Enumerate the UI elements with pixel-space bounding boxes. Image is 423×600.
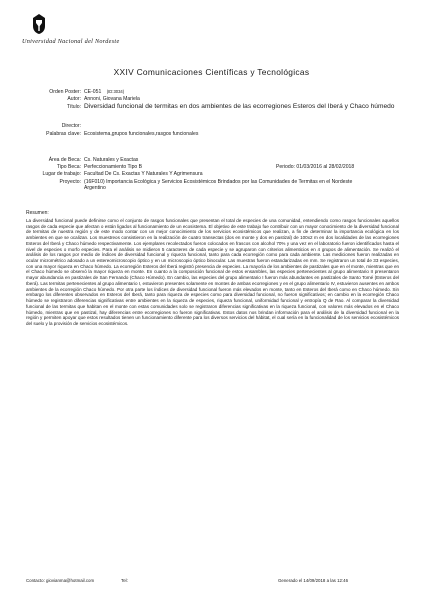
row-orden	[0, 89, 423, 96]
university-header	[22, 14, 142, 60]
proyecto-value: (16F010) Importancia Ecológica y Servicios Ecosistémicos Brindados por las Comunidades de Termitas en el Nordeste Argentino	[84, 178, 353, 192]
tipo-value: Perfeccionamiento Tipo B	[84, 164, 143, 171]
titulo-value: Diversidad funcional de termitas en dos ambientes de las ecorregiones Esteros del Iberá y Chaco húmedo	[84, 103, 395, 111]
area-label: Área de Beca:	[48, 157, 81, 163]
metadata-block	[0, 89, 423, 138]
row-titulo	[0, 103, 423, 123]
lugar-value: Facultad De Cs. Exactas Y Naturales Y Agrimensura	[84, 171, 203, 178]
area-value: Cs. Naturales y Exactas	[84, 157, 139, 163]
event-title: XXIV Comunicaciones Científicas y Tecnológicas	[113, 67, 310, 77]
orden-label: Orden Poster:	[49, 89, 81, 95]
tel: Tel:	[121, 578, 128, 583]
row-autor	[0, 96, 423, 103]
beca-block	[0, 157, 423, 193]
contacto: Contacto: giovianma@hotmail.com	[26, 578, 95, 583]
row-tipo	[0, 164, 423, 171]
director-label: Director:	[61, 123, 81, 130]
periodo	[276, 164, 354, 171]
row-area	[0, 157, 423, 164]
autor-value: Annoni, Giovana Mariela	[84, 96, 140, 103]
periodo-label: Periodo:	[276, 164, 295, 171]
row-lugar	[0, 171, 423, 178]
university-logo-icon	[32, 14, 46, 34]
proyecto-label: Proyecto:	[59, 178, 81, 185]
university-name: Universidad Nacional del Nordeste	[22, 38, 120, 45]
palabras-label: Palabras clave:	[46, 130, 81, 137]
generado: Generado el 14/09/2018 a las 12:46	[278, 578, 349, 583]
periodo-value: 01/03/2016 al 28/02/2018	[296, 164, 355, 171]
titulo-label: Título:	[66, 104, 81, 111]
row-palabras	[0, 131, 423, 138]
row-director	[0, 123, 423, 130]
lugar-label: Lugar de trabajo:	[42, 171, 81, 178]
palabras-value: Ecosistema,grupos funcionales,rasgos funcionales	[84, 130, 199, 137]
autor-label: Autor:	[67, 96, 81, 103]
tipo-label: Tipo Beca:	[56, 164, 81, 171]
row-proyecto	[0, 179, 423, 193]
orden-value: CE-051	[84, 89, 102, 95]
orden-code: (ID:3034)	[106, 89, 125, 94]
orden-value-wrap	[84, 89, 124, 96]
resumen-text: La diversidad funcional puede definirse como el conjunto de rasgos funcionales que presentan el total de especies de una comunidad, entendiendo como rasgos funcionales aquellos rasgos de cada especie que afectan o están ligados al funcionamiento de un ecosistema. El objetivo de este trabajo fue contribuir con un mayor conocimiento de la diversidad funcional de termitas de nuestra región y de este modo contar con un mejor conocimiento de los servicios ecosistémicos que realizan, a fin de determinar la importancia ecológica en los ambientes en que se ocalizan. Los muestreos consistieron en la realización de cuatro transectas (dos en monte y dos en pastizal) de 100x2 m en dos localidades de las ecorregiones Esteros del Iberá y Chaco húmedo respectivamente. Los ejemplares recolectados fueron colocados en frascos con alcohol 70% y una vez en el laboratorio fueron identificados hasta el nivel de especies o morfo especies. Para el análisis se midieron 5 caracteres de cada especie y se agruparon con criterios alimenticios en 4 grupos de alimentación. Se realizó el análisis de los rasgos por medio de índices de diversidad funcional y riqueza funcional, tanto para cada ecorregión como para cada ambiente. Las mediciones fueron realizadas en ocular micrométrico adosado a un estereomicroscopio óptico y en un microscopio óptico binocular. Las muestras fueron estandarizadas en mm. Se registraron un total de 33 especies, con una mayor riqueza en Chaco húmedo. La ecorregión Esteros del Iberá registró presencia de especies. La mayoría de los ambientes de pastizales que en el monte, mientras que en el Chaco húmedo se observó la mayor riqueza en monte. En cuanto a la composición funcional de estos ensambles, las especies pertenecientes al grupo alimentario II presentaron mayor abundancia en pastizales de San Fernando (Chaco Húmedo). En cambio, las especies del grupo alimentario I fueron más abundantes en pastizales de Santo Tomé (Esteros del Iberá). Las termitas pertenecientes al grupo alimentario I, estuvieron presentes solamente en montes de ambas ecorregiones y en el grupo alimentario IV, estuvieron ausentes en ambos ambientes de la ecorregión Chaco húmedo. Por otra parte los índices de diversidad funcional fueron más elevados en monte, tanto en Esteros del Iberá como en Chaco húmedo. Sin embargo los diferentes observados en Esteros del Iberá, tanto para riqueza de especies como para diversidad funcional, no fueron significativos; en cambio en la ecorregión Chaco húmedo se registraron diferencias significativas entre ambientes en la riqueza de especies, riqueza funcional, uniformidad funcional y entropía Q de Rao. Al comparar la diversidad funcional de las termitas que habitan en el monte con estas comunidades solo se registraron diferencias significativas en la riqueza funcional, con valores más elevados en el Chaco húmedo, mientras que en pastizal, hay diferencias entre ecorregiones no fueron significativas. Estos datos nos brindan información para el análisis de la diversidad funcional en la región y permiten apoyar que estos resultados tienen un funcionamiento diferente para los diversos servicios del hábitat, el cual sería en la funcionalidad de los servicios ecosistémicos del suelo y la provisión de servicios ecosistémicos.	[26, 218, 399, 326]
resumen-label: Resumen:	[26, 210, 49, 216]
